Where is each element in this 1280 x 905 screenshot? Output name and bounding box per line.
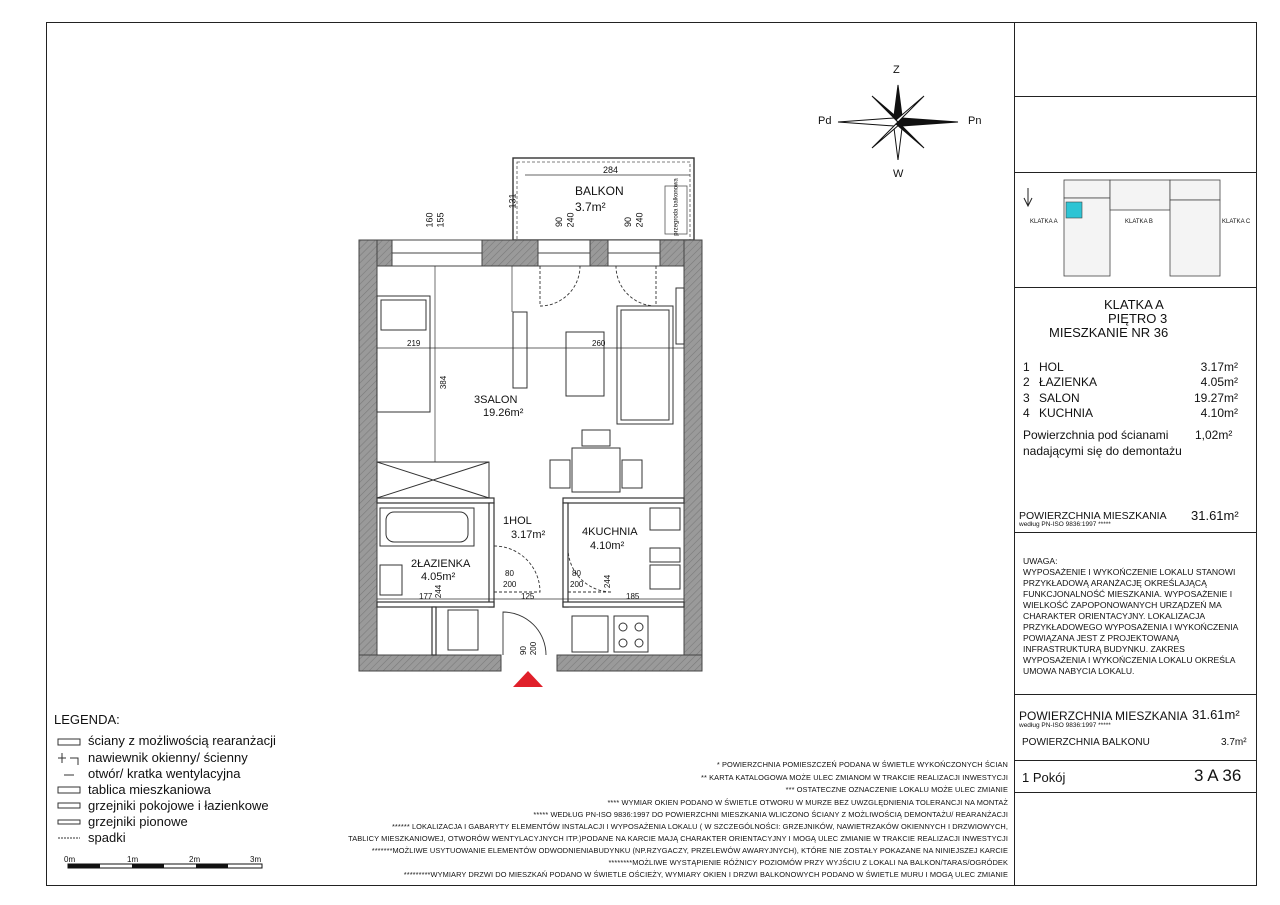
- room-salon-num: 3: [474, 394, 481, 406]
- summary-total-value: 31.61m²: [1192, 707, 1240, 722]
- window-dim-1: 160: [424, 212, 435, 228]
- room-hol-num: 1: [503, 515, 510, 527]
- room-salon-name: SALON: [480, 394, 518, 406]
- room-list-name: ŁAZIENKA: [1039, 375, 1098, 389]
- footnote: TABLICY MIESZKANIOWEJ, OTWORÓW WENTYLACYJNYCH ITP.)PODANE NA KARCIE MAJĄ CHARAKTER ORIENTACYJNY I MOGĄ ULEC ZMIANIE W TRAKCIE REALIZACJI INWESTYCJI: [348, 834, 1008, 843]
- dim-bath-door-w: 80: [505, 569, 514, 578]
- divider: [1015, 792, 1257, 793]
- summary-total-sub: według PN-ISO 9836:1997 *****: [1019, 722, 1111, 729]
- room-salon-area: 19.26m²: [483, 407, 524, 419]
- compass-west-label: Pd: [818, 115, 832, 127]
- summary-balcony-value: 3.7m²: [1221, 737, 1247, 748]
- room-hol-name: HOL: [509, 515, 532, 527]
- dim-entry-h: 200: [529, 641, 539, 656]
- balcony-door-dim-2: 240: [565, 212, 576, 228]
- demolition-label-2: nadającymi się do demontażu: [1023, 444, 1182, 458]
- divider: [1015, 172, 1257, 173]
- total-area-value: 31.61m²: [1191, 508, 1239, 523]
- divider: [1015, 287, 1257, 288]
- footnote: * POWIERZCHNIA POMIESZCZEŃ PODANA W ŚWIETLE WYKOŃCZONYCH ŚCIAN: [716, 760, 1008, 769]
- scale-bar: [68, 864, 262, 868]
- legend-item: spadki: [88, 830, 126, 845]
- room-kitchen-name: KUCHNIA: [588, 526, 638, 538]
- scale-label: 2m: [189, 855, 201, 864]
- compass-rose: [838, 85, 958, 160]
- room-list-area: 3.17m²: [1200, 360, 1238, 374]
- summary-total-label: POWIERZCHNIA MIESZKANIA: [1019, 709, 1188, 723]
- balcony-door-dim-3: 90: [623, 216, 634, 228]
- rooms-count: 1 Pokój: [1022, 770, 1066, 785]
- keyplan-label: KLATKA B: [1125, 219, 1153, 225]
- room-list-area: 4.05m²: [1200, 375, 1238, 389]
- divider: [1015, 532, 1257, 533]
- compass-north-label: Z: [893, 64, 900, 76]
- dim-219: 219: [407, 339, 421, 348]
- divider: [1015, 694, 1257, 695]
- uwaga-note: UWAGA: WYPOSAŻENIE I WYKOŃCZENIE LOKALU STANOWI PRZYKŁADOWĄ ARANŻACJĘ OKREŚLAJĄCĄ FUNKCJONALNOŚĆ MIESZKANIA. WYPOSAŻENIE I WIELKOŚĆ ZAPOPONOWANYCH URZĄDZEŃ MA CHARAKTER ORIENTACYJNY. LOKALIZACJA PRZYKŁADOWEGO WYPOSAŻENIA I WYKOŃCZENIA POWIĄZANA JEST Z PROJEKTOWANĄ INFRASTRUKTURĄ BUDYNKU. ZAKRES WYPOSAŻENIA I WYKOŃCZENIA LOKALU OKREŚLA UMOWA NABYCIA LOKALU.: [1023, 556, 1238, 676]
- demolition-area: 1,02m²: [1195, 428, 1233, 442]
- room-kitchen-label: [582, 526, 638, 538]
- balcony-width-dim: 284: [603, 165, 619, 175]
- dim-kitchen-door-w: 80: [572, 569, 581, 578]
- footnote: *** OSTATECZNE OZNACZENIE LOKALU MOŻE ULEC ZMIANIE: [785, 785, 1008, 794]
- room-list-area: 19.27m²: [1193, 391, 1238, 405]
- balcony-area: 3.7m²: [575, 200, 606, 214]
- room-list-name: KUCHNIA: [1039, 406, 1094, 420]
- legend-item: otwór/ kratka wentylacyjna: [88, 766, 241, 781]
- room-bath-area: 4.05m²: [421, 571, 456, 583]
- room-hol-label: [503, 515, 532, 527]
- legend-item: ściany z możliwością rearanżacji: [88, 733, 276, 748]
- room-list-num: 4: [1023, 406, 1030, 420]
- keyplan-label: KLATKA C: [1222, 219, 1251, 225]
- dim-bath-door-h: 200: [503, 580, 517, 589]
- balcony-name: BALKON: [575, 184, 624, 198]
- staircase-label: KLATKA A: [1104, 297, 1164, 312]
- footnote: ***** WEDŁUG PN-ISO 9836:1997 DO POWIERZCHNI MIESZKANIA WLICZONO ŚCIANY Z MOŻLIWOŚCIĄ DEMONTAŻU/ REARANŻACJI: [533, 810, 1008, 819]
- floor-label: PIĘTRO 3: [1108, 311, 1168, 326]
- dim-384: 384: [439, 375, 449, 390]
- room-bath-num: 2: [411, 558, 418, 570]
- balcony-partition-label: przegroda balkonowa: [673, 178, 680, 236]
- total-area-label: POWIERZCHNIA MIESZKANIA: [1019, 510, 1167, 522]
- unit-code: 3 A 36: [1194, 766, 1242, 785]
- room-list-item: [1023, 375, 1238, 389]
- balcony-door-dim-4: 240: [634, 212, 645, 228]
- room-salon-label: [474, 394, 517, 406]
- balcony-door-dim-1: 90: [554, 216, 565, 228]
- footnote: *********WYMIARY DRZWI DO MIESZKAŃ PODANO W ŚWIETLE OŚCIEŻY, WYMIARY OKIEN I DRZWI BALKONOWYCH PODANO W ŚWIETLE MURU I MOGĄ ULEC ZMIANIE: [403, 870, 1008, 879]
- window-dim-2: 155: [435, 212, 446, 228]
- keyplan-label: KLATKA A: [1030, 219, 1058, 225]
- legend-item: tablica mieszkaniowa: [88, 782, 211, 797]
- dim-125: 125: [521, 592, 535, 601]
- total-area-sub: według PN-ISO 9836:1997 *****: [1019, 521, 1111, 528]
- footnote: *******MOŻLIWE USYTUOWANIE ELEMENTÓW ODWODNIENIABUDYNKU (NP.RZYGACZY, PRZELEWÓW AWARYJNYCH), KTÓRE NIE ZOSTAŁY POKAZANE NA NINIEJSZEJ KARCIE: [371, 846, 1008, 855]
- dim-244-a: 244: [434, 584, 444, 599]
- room-kitchen-area: 4.10m²: [590, 540, 625, 552]
- divider: [1015, 96, 1257, 97]
- room-list-num: 2: [1023, 375, 1030, 389]
- legend-item: grzejniki pionowe: [88, 814, 188, 829]
- dim-244-b: 244: [603, 574, 613, 589]
- room-list-name: HOL: [1039, 360, 1064, 374]
- footnote: **** WYMIAR OKIEN PODANO W ŚWIETLE OTWORU W MURZE BEZ UWZGLĘDNIENIA TOLERANCJI NA MONTAŻ: [607, 798, 1008, 807]
- summary-balcony-label: POWIERZCHNIA BALKONU: [1022, 737, 1150, 748]
- legend-title: LEGENDA:: [54, 712, 120, 727]
- room-bath-label: [411, 558, 470, 570]
- dim-177: 177: [419, 592, 433, 601]
- room-list-num: 3: [1023, 391, 1030, 405]
- compass-east-label: Pn: [968, 115, 982, 127]
- unit-label: MIESZKANIE NR 36: [1049, 325, 1169, 340]
- legend-item: nawiewnik okienny/ ścienny: [88, 750, 248, 765]
- compass-south-label: W: [893, 168, 904, 180]
- room-bath-name: ŁAZIENKA: [417, 558, 471, 570]
- balcony-side-dim: 131: [507, 193, 518, 209]
- room-list-item: [1023, 391, 1238, 405]
- dim-185: 185: [626, 592, 640, 601]
- room-list-num: 1: [1023, 360, 1030, 374]
- entrance-marker: [513, 671, 543, 687]
- room-list-item: [1023, 360, 1238, 374]
- dim-kitchen-door-h: 200: [570, 580, 584, 589]
- dim-260: 260: [592, 339, 606, 348]
- scale-label: 3m: [250, 855, 262, 864]
- legend-symbols: [58, 739, 80, 838]
- footnote: ** KARTA KATALOGOWA MOŻE ULEC ZMIANOM W TRAKCIE REALIZACJI INWESTYCJI: [701, 773, 1008, 782]
- scale-label: 0m: [64, 855, 76, 864]
- demolition-label-1: Powierzchnia pod ścianami: [1023, 428, 1169, 442]
- footnote: ****** LOKALIZACJA I GABARYTY ELEMENTÓW INSTALACJI I WYPOSAŻENIA LOKALU ( W SZCZEGÓLNOŚCI: GRZEJNIKÓW, NAWIETRZAKÓW OKIENNYCH I DRZWIOWYCH,: [391, 822, 1008, 831]
- room-list-name: SALON: [1039, 391, 1080, 405]
- scale-label: 1m: [127, 855, 139, 864]
- divider: [1015, 760, 1257, 761]
- footnote: ********MOŻLIWE WYSTĄPIENIE RÓŻNICY POZIOMÓW PRZY WYJŚCIU Z LOKALI NA BALKON/TARAS/OGRÓDEK: [608, 858, 1008, 867]
- room-list-area: 4.10m²: [1200, 406, 1238, 420]
- room-kitchen-num: 4: [582, 526, 589, 538]
- dim-entry-w: 90: [518, 646, 528, 655]
- room-list-item: [1023, 406, 1238, 420]
- room-hol-area: 3.17m²: [511, 529, 546, 541]
- legend-item: grzejniki pokojowe i łazienkowe: [88, 798, 269, 813]
